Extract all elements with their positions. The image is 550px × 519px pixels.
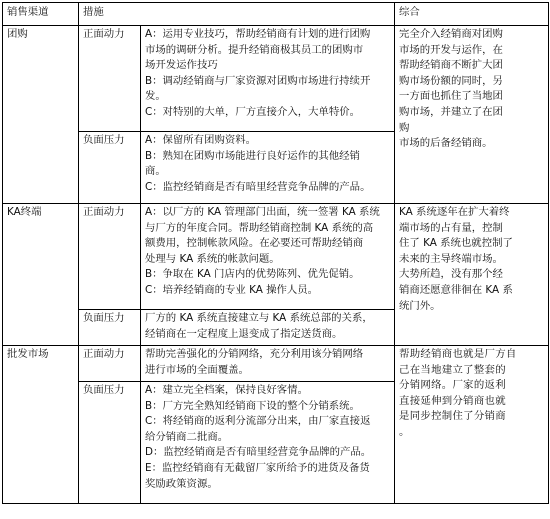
summary-line: 是同步控制住了分销商 bbox=[399, 410, 506, 423]
measure-line: D：监控经销商是否有暗里经营竞争品牌的产品。 bbox=[145, 446, 372, 459]
measure-type-cell: 负面压力 bbox=[79, 310, 141, 346]
measure-line: 帮助完善强化的分销网络，充分利用该分销网络 bbox=[145, 348, 364, 360]
measure-line: B：调动经销商与厂家资源对团购市场进行持续开 bbox=[145, 74, 371, 87]
measure-detail-cell bbox=[141, 204, 395, 310]
measure-type-cell: 负面压力 bbox=[79, 132, 141, 204]
measure-type-cell: 负面压力 bbox=[79, 382, 141, 504]
summary-line: 销商还愿意徘徊在 KA 系 bbox=[399, 283, 513, 296]
summary-line: 帮助经销商不断扩大团 bbox=[399, 59, 503, 72]
measure-line: B：争取在 KA 门店内的优势陈列、优先促销。 bbox=[145, 268, 360, 281]
summary-line: 购市场份额的同时，另 bbox=[399, 74, 503, 87]
measure-line: A：以厂方的 KA 管理部门出面，统一签署 KA 系统 bbox=[145, 206, 380, 218]
measure-line: 发。 bbox=[145, 90, 166, 103]
summary-line: 。 bbox=[399, 425, 410, 438]
measure-line: 奖励政策资源。 bbox=[145, 477, 218, 490]
summary-line: 端市场的占有量，控制 bbox=[399, 221, 503, 234]
header-summary: 综合 bbox=[395, 3, 549, 26]
sales-channel-table bbox=[2, 2, 549, 504]
measure-line: C：将经销商的返利分流部分出来，由厂家直接返 bbox=[145, 415, 371, 428]
summary-cell bbox=[395, 204, 549, 346]
measure-line: 场开发运作技巧 bbox=[145, 59, 218, 72]
measure-line: 处理与 KA 系统的帐款问题。 bbox=[145, 252, 280, 265]
measure-detail-cell bbox=[141, 382, 395, 504]
summary-line: 己在当地建立了整套的 bbox=[399, 363, 506, 376]
channel-cell: 团购 bbox=[3, 26, 79, 204]
measure-line: C：监控经销商是否有暗里经营竞争品牌的产品。 bbox=[145, 180, 371, 193]
summary-line: 市场的后备经销商。 bbox=[399, 137, 493, 150]
measure-line: C：对特别的大单，厂方直接介入，大单特价。 bbox=[145, 105, 361, 118]
measure-line: E：监控经销商有无截留厂家所给予的进货及备货 bbox=[145, 461, 370, 474]
summary-line: 直接延伸到分销商也就 bbox=[399, 394, 506, 407]
header-channel: 销售渠道 bbox=[3, 3, 79, 26]
measure-line: 经销商在一定程度上退变成了指定送货商。 bbox=[145, 327, 343, 340]
measure-line: A：运用专业技巧，帮助经销商有计划的进行团购 bbox=[145, 28, 371, 40]
measure-detail-cell bbox=[141, 310, 395, 346]
measure-line: A：建立完全档案，保持良好客情。 bbox=[145, 384, 308, 396]
measure-detail-cell bbox=[141, 26, 395, 132]
measure-line: 进行市场的全面覆盖。 bbox=[145, 363, 249, 376]
summary-line: 完全介入经销商对团购 bbox=[399, 28, 503, 40]
channel-cell: 批发市场 bbox=[3, 346, 79, 504]
measure-type-cell: 正面动力 bbox=[79, 26, 141, 132]
measure-line: A：保留所有团购资料。 bbox=[145, 134, 257, 146]
summary-line: 住了 KA 系统也就控制了 bbox=[399, 237, 513, 250]
summary-line: KA 系统逐年在扩大着终 bbox=[399, 206, 510, 218]
measure-line: 额费用，控制帐款风险。在必要还可帮助经销商 bbox=[145, 237, 364, 250]
measure-line: C：培养经销商的专业 KA 操作人员。 bbox=[145, 283, 319, 296]
table-row bbox=[3, 204, 549, 310]
summary-line: 购市场，并建立了在团 bbox=[399, 105, 503, 118]
summary-line: 一方面也抓住了当地团 bbox=[399, 90, 503, 103]
table-row bbox=[3, 346, 549, 382]
measure-line: 市场的调研分析。提升经销商极其员工的团购市 bbox=[145, 43, 364, 56]
summary-line: 大势所趋，没有那个经 bbox=[399, 268, 503, 281]
summary-line: 帮助经销商也就是厂方自 bbox=[399, 348, 517, 360]
summary-line: 购 bbox=[399, 121, 410, 134]
summary-cell bbox=[395, 26, 549, 204]
header-measures: 措施 bbox=[79, 3, 395, 26]
measure-line: 与厂方的年度合同。帮助经销商控制 KA 系统的高 bbox=[145, 221, 374, 234]
table-row bbox=[3, 26, 549, 132]
measure-line: B：熟知在团购市场能进行良好运作的其他经销 bbox=[145, 149, 360, 162]
table-header-row bbox=[3, 3, 549, 26]
measure-line: 厂方的 KA 系统直接建立与 KA 系统总部的关系， bbox=[145, 312, 373, 324]
measure-line: 给分销商二批商。 bbox=[145, 430, 229, 443]
channel-cell: KA终端 bbox=[3, 204, 79, 346]
summary-line: 分销网络。厂家的返利 bbox=[399, 379, 506, 392]
summary-line: 未来的主导终端市场。 bbox=[399, 252, 503, 265]
measure-type-cell: 正面动力 bbox=[79, 346, 141, 382]
measure-line: 商。 bbox=[145, 165, 166, 178]
summary-line: 统门外。 bbox=[399, 299, 441, 312]
summary-cell bbox=[395, 346, 549, 504]
measure-line: B：厂方完全熟知经销商下设的整个分销系统。 bbox=[145, 399, 360, 412]
measure-detail-cell bbox=[141, 346, 395, 382]
summary-line: 市场的开发与运作，在 bbox=[399, 43, 503, 56]
measure-detail-cell bbox=[141, 132, 395, 204]
measure-type-cell: 正面动力 bbox=[79, 204, 141, 310]
